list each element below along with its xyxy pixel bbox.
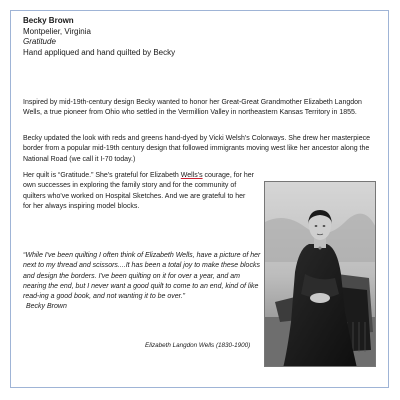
photo-caption: Elizabeth Langdon Wells (1830-1900) (145, 342, 251, 349)
paragraph-gratitude-end: courage, for her own successes in exploring the family story and for the community of quilters who've worked on Hospital Sketches. And we are grateful to her for her always inspiring model blocks. (23, 172, 254, 210)
quilt-title: Gratitude (23, 37, 56, 47)
underlined-word: Wells's (180, 172, 203, 179)
quilter-location: Montpelier, Virginia (23, 26, 91, 36)
becky-quote (23, 251, 261, 313)
portrait-photo (264, 181, 376, 367)
quilter-name: Becky Brown (23, 16, 74, 25)
quote-author: Becky Brown (26, 303, 67, 311)
header-block (23, 16, 175, 58)
paragraph-inspiration: Inspired by mid-19th-century design Becky wanted to honor her Great-Great Grandmother Elizabeth Langdon Wells, a true pioneer from Ohio who settled in the Vermillion Valley in northeastern Kansas Territory in 1855. (23, 99, 362, 117)
quote-text: “While I've been quilting I often think of Elizabeth Wells, have a picture of her next to my thread and scissors....It has been a total joy to make these blocks and design the borders. I've been quilting on it for over a year, and am nearing the end, but I never want a good quilt to come to an end, kind of like read-ing a good book, and not wanting it to be over.” (23, 252, 261, 301)
quilt-description: Hand appliqued and hand quilted by Becky (23, 47, 176, 57)
paragraph-gratitude-start: Her quilt is “Gratitude.” She's grateful for Elizabeth (23, 172, 181, 179)
paragraph-gratitude (23, 171, 255, 212)
portrait-image (265, 182, 376, 367)
paragraph-design: Becky updated the look with reds and greens hand-dyed by Vicki Welsh's Colorways. She drew her masterpiece border from a popular mid-19th century design that followed immigrants moving west like her ancestor along the National Road (we call it I-70 today.) (23, 135, 370, 163)
